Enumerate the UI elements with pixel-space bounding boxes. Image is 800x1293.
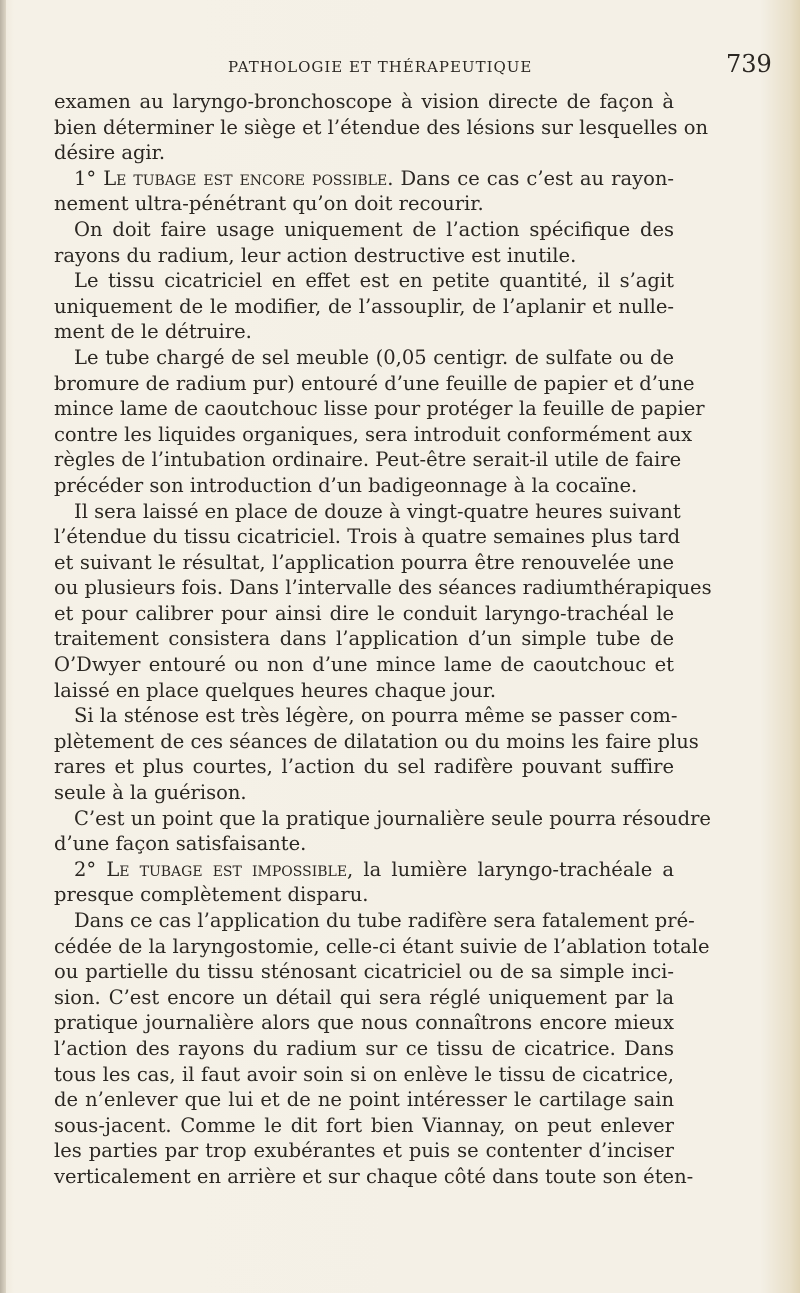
- body-text: [54, 89, 712, 1190]
- text-line: sous-jacent. Comme le dit fort bien Viannay, on peut enlever: [54, 1113, 674, 1137]
- text-line: ment de le détruire.: [54, 320, 252, 344]
- text-line: Il sera laissé en place de douze à vingt-quatre heures suivant: [74, 499, 681, 523]
- text-line: précéder son introduction d’un badigeonnage à la cocaïne.: [54, 473, 638, 497]
- text-line: [54, 166, 674, 192]
- text-line: l’action des rayons du radium sur ce tissu de cicatrice. Dans: [54, 1036, 674, 1060]
- text-line: d’une façon satisfaisante.: [54, 832, 307, 856]
- section-heading: Le tubage est impossible,: [106, 857, 354, 881]
- text-line: C’est un point que la pratique journalière seule pourra résoudre: [74, 806, 711, 830]
- text-line: Si la sténose est très légère, on pourra même se passer com-: [74, 704, 678, 728]
- section-text: la lumière laryngo-trachéale a: [353, 857, 674, 881]
- text-line: ou plusieurs fois. Dans l’intervalle des séances radiumthérapiques: [54, 576, 712, 600]
- text-line: et suivant le résultat, l’application pourra être renouvelée une: [54, 550, 674, 574]
- page-header: [0, 50, 800, 80]
- text-line: bien déterminer le siège et l’étendue des lésions sur lesquelles on: [54, 115, 709, 139]
- text-line: ou partielle du tissu sténosant cicatriciel ou de sa simple inci-: [54, 960, 674, 984]
- text-line: l’étendue du tissu cicatriciel. Trois à quatre semaines plus tard: [54, 525, 681, 549]
- section-heading: Le tubage est encore possible.: [103, 166, 394, 190]
- text-line: désire agir.: [54, 141, 166, 165]
- text-line: uniquement de le modifier, de l’assouplir, de l’aplanir et nulle-: [54, 294, 674, 318]
- text-line: seule à la guérison.: [54, 781, 247, 805]
- text-line: rayons du radium, leur action destructive est inutile.: [54, 243, 577, 267]
- text-line: contre les liquides organiques, sera introduit conformément aux: [54, 422, 693, 446]
- text-line: bromure de radium pur) entouré d’une feuille de papier et d’une: [54, 371, 695, 395]
- page-binding-edge: [0, 0, 6, 1293]
- text-line: plètement de ces séances de dilatation ou du moins les faire plus: [54, 729, 699, 753]
- text-line: et pour calibrer pour ainsi dire le conduit laryngo-trachéal le: [54, 601, 674, 625]
- text-line: Dans ce cas l’application du tube radifère sera fatalement pré-: [74, 909, 695, 932]
- text-line: presque complètement disparu.: [54, 883, 369, 907]
- text-line: règles de l’intubation ordinaire. Peut-être serait-il utile de faire: [54, 448, 682, 472]
- text-line: mince lame de caoutchouc lisse pour protéger la feuille de papier: [54, 397, 705, 421]
- section-number: 1°: [74, 166, 104, 190]
- text-line: O’Dwyer entouré ou non d’une mince lame de caoutchouc et: [54, 653, 674, 677]
- text-line: de n’enlever que lui et de ne point intéresser le cartilage sain: [54, 1088, 674, 1112]
- text-line: les parties par trop exubérantes et puis se contenter d’inciser: [54, 1139, 674, 1163]
- text-line: On doit faire usage uniquement de l’action spécifique des: [74, 217, 674, 241]
- text-line: nement ultra-pénétrant qu’on doit recourir.: [54, 192, 484, 216]
- text-line: rares et plus courtes, l’action du sel radifère pouvant suffire: [54, 755, 674, 779]
- text-line: laissé en place quelques heures chaque jour.: [54, 678, 497, 702]
- text-line: Le tissu cicatriciel en effet est en petite quantité, il s’agit: [74, 269, 674, 293]
- text-line: pratique journalière alors que nous connaîtrons encore mieux: [54, 1011, 674, 1035]
- page-number: 739: [726, 50, 772, 78]
- section-number: 2°: [74, 857, 107, 881]
- text-line: cédée de la laryngostomie, celle-ci étant suivie de l’ablation totale: [54, 934, 710, 958]
- text-line: Le tube chargé de sel meuble (0,05 centigr. de sulfate ou de: [74, 345, 674, 369]
- text-line: traitement consistera dans l’application d’un simple tube de: [54, 627, 674, 651]
- text-line: verticalement en arrière et sur chaque côté dans toute son éten-: [54, 1164, 694, 1188]
- running-head: PATHOLOGIE ET THÉRAPEUTIQUE: [228, 58, 533, 76]
- text-line: sion. C’est encore un détail qui sera réglé uniquement par la: [54, 985, 674, 1009]
- text-line: examen au laryngo-bronchoscope à vision directe de façon à: [54, 90, 674, 113]
- text-line: [54, 857, 674, 883]
- text-line: tous les cas, il faut avoir soin si on enlève le tissu de cicatrice,: [54, 1062, 674, 1086]
- section-text: Dans ce cas c’est au rayon-: [393, 166, 675, 190]
